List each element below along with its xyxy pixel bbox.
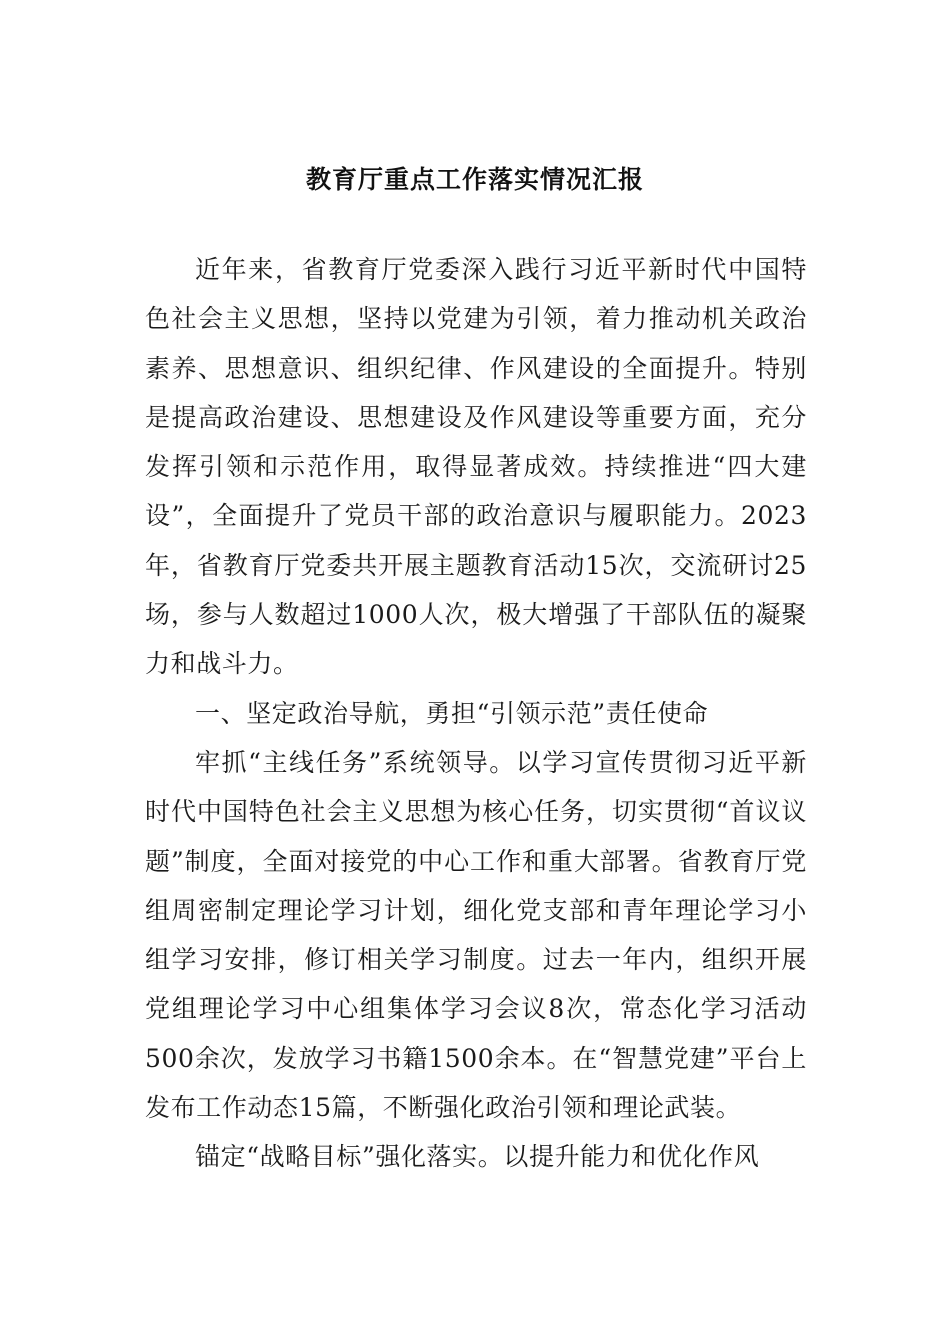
document-title: 教育厅重点工作落实情况汇报 bbox=[305, 165, 644, 194]
paragraph-strategic-goal: 锚定“战略目标”强化落实。以提升能力和优化作风 bbox=[195, 1142, 760, 1172]
section-heading-1: 一、坚定政治导航，勇担“引领示范”责任使命 bbox=[195, 698, 709, 728]
paragraph-intro: 近年来，省教育厅党委深入践行习近平新时代中国特色社会主义思想，坚持以党建为引领，着力推动机关政治素养、思想意识、组织纪律、作风建设的全面提升。特别是提高政治建设、思想建设及作风建设等重要方面，充分发挥引领和示范作用，取得显著成效。持续推进“四大建设”，全面提升了党员干部的政治意识与履职能力。2023年，省教育厅党委共开展主题教育活动15次，交流研讨25场，参与人数超过1000人次，极大增强了干部队伍的凝聚力和战斗力。 bbox=[145, 255, 807, 679]
document-body bbox=[145, 245, 807, 1182]
paragraph-main-task: 牢抓“主线任务”系统领导。以学习宣传贯彻习近平新时代中国特色社会主义思想为核心任务，切实贯彻“首议议题”制度，全面对接党的中心工作和重大部署。省教育厅党组周密制定理论学习计划，细化党支部和青年理论学习小组学习安排，修订相关学习制度。过去一年内，组织开展党组理论学习中心组集体学习会议8次，常态化学习活动500余次，发放学习书籍1500余本。在“智慧党建”平台上发布工作动态15篇，不断强化政治引领和理论武装。 bbox=[145, 747, 807, 1123]
